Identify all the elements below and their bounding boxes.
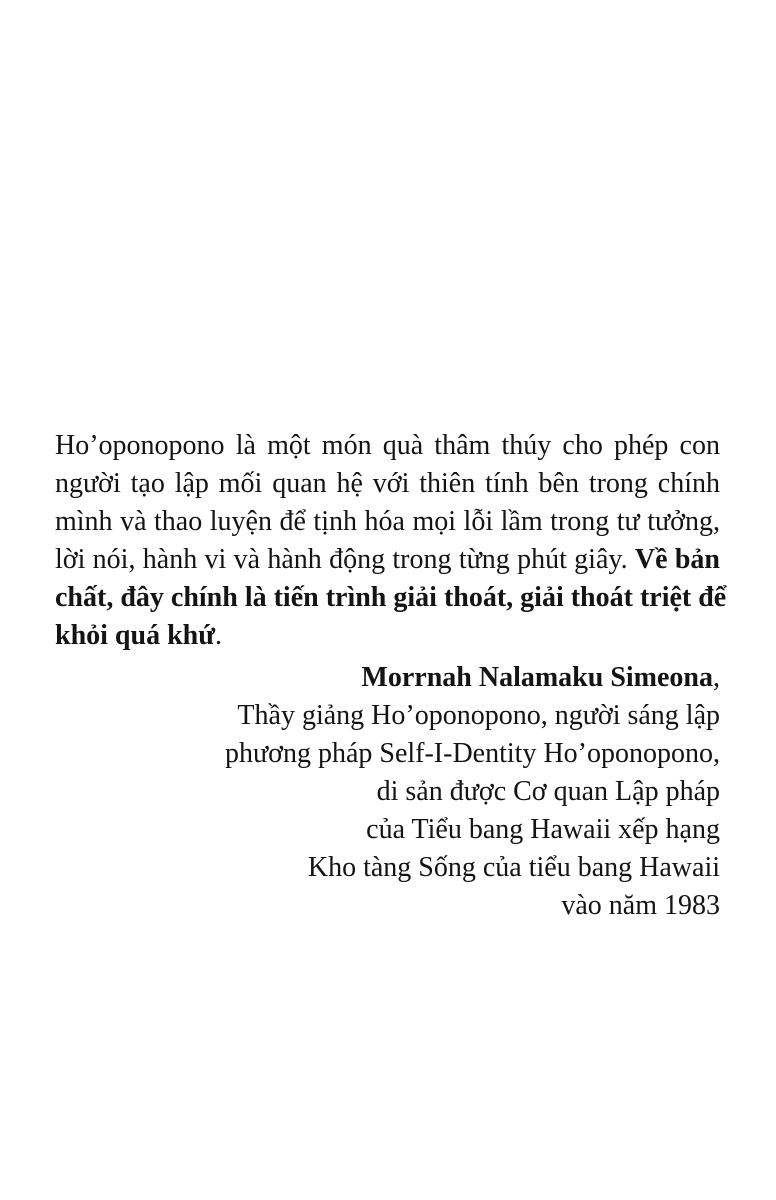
attribution-line-6 xyxy=(55,849,720,887)
attribution-block xyxy=(55,659,720,925)
attribution-author-line xyxy=(55,659,720,697)
attribution-line-2 xyxy=(55,697,720,735)
quote-line-3 xyxy=(55,503,720,541)
attribution-line-4 xyxy=(55,773,720,811)
page-text-block xyxy=(55,427,727,925)
attribution-line-4-text: di sản được Cơ quan Lập pháp xyxy=(376,776,720,807)
quote-line-4 xyxy=(55,541,720,579)
quote-line-4-bold-text: Về bản xyxy=(634,544,720,575)
quote-line-4-regular-text: lời nói, hành vi và hành động trong từng phút giây. xyxy=(55,544,635,575)
quote-line-5 xyxy=(55,579,727,617)
quote-paragraph xyxy=(55,427,727,655)
attribution-line-6-text: Kho tàng Sống của tiểu bang Hawaii xyxy=(307,852,720,883)
attribution-author-comma: , xyxy=(713,662,720,693)
attribution-line-5-text: của Tiểu bang Hawaii xếp hạng xyxy=(366,814,720,845)
attribution-line-3 xyxy=(55,735,720,773)
quote-line-1 xyxy=(55,427,720,465)
attribution-line-3-text: phương pháp Self-I-Dentity Ho’oponopono, xyxy=(224,738,720,769)
quote-line-1-text: Ho’oponopono là một món quà thâm thúy cho phép con xyxy=(55,430,720,461)
quote-line-5-bold-text: chất, đây chính là tiến trình giải thoát, giải thoát triệt để xyxy=(55,582,727,613)
quote-line-2-text: người tạo lập mối quan hệ với thiên tính bên trong chính xyxy=(55,468,720,499)
quote-line-6-period: . xyxy=(215,620,223,651)
attribution-line-7-text: vào năm 1983 xyxy=(561,890,720,921)
quote-line-6-bold-text: khỏi quá khứ xyxy=(55,620,216,651)
attribution-line-7 xyxy=(55,887,720,925)
attribution-author-name: Morrnah Nalamaku Simeona xyxy=(361,662,713,693)
quote-line-6 xyxy=(55,617,720,655)
attribution-line-5 xyxy=(55,811,720,849)
quote-line-3-text: mình và thao luyện để tịnh hóa mọi lỗi lầm trong tư tưởng, xyxy=(55,506,720,537)
attribution-line-2-text: Thầy giảng Ho’oponopono, người sáng lập xyxy=(237,700,720,731)
quote-line-2 xyxy=(55,465,720,503)
